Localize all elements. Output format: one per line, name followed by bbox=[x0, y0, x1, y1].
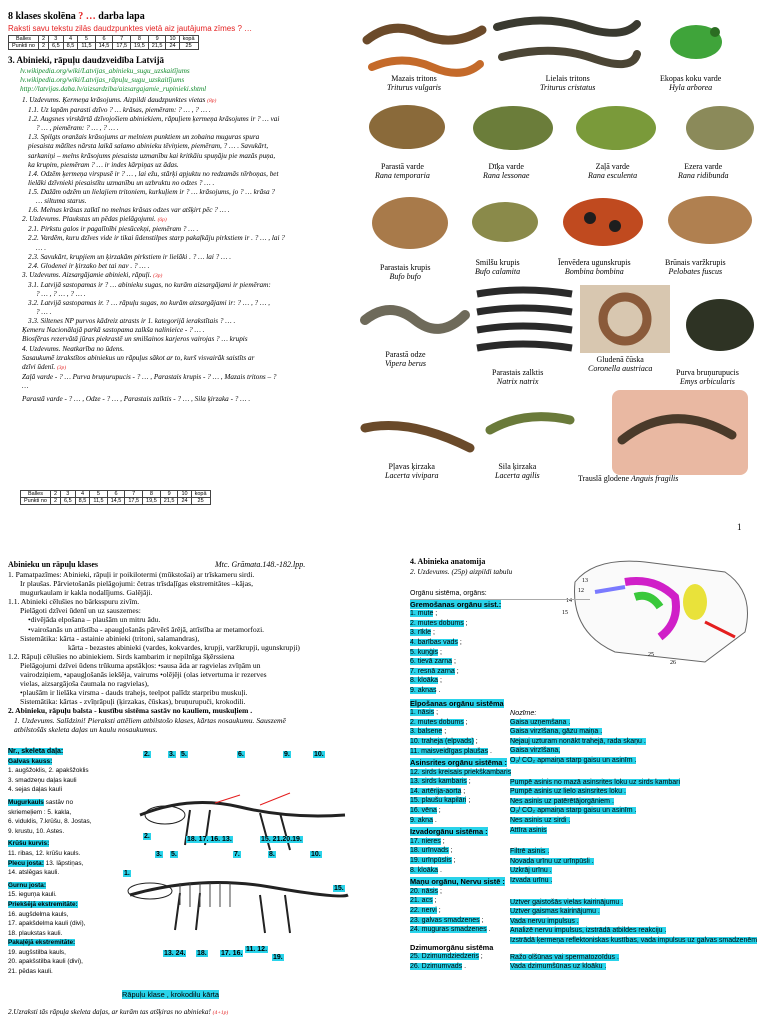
task-line: ? … . bbox=[36, 308, 52, 317]
legend-head: Krūšu kurvis: bbox=[8, 840, 50, 848]
task-line: Sasaukumē izrakstītos abiniekus un rāpuļus sākot ar to, kurš visvairāk saistīts ar bbox=[22, 353, 255, 362]
caption-smilsu-krupis: Smilšu krupis Bufo calamita bbox=[475, 258, 521, 276]
legend-head: Mugurkauls sastāv no bbox=[8, 798, 74, 806]
caption-plavas-kirzaka: Pļavas ķirzaka Lacerta vivipara bbox=[385, 462, 439, 480]
adder-photo bbox=[360, 290, 470, 345]
page-number: 1 bbox=[737, 522, 742, 532]
caption-parastais-krupis: Parastais krupis Bufo bufo bbox=[380, 263, 431, 281]
caption-ezera-varde: Ezera varde Rana ridibunda bbox=[678, 162, 729, 180]
notes-line: mugurkaulam ir kakla nodalījums. Galējāji. bbox=[20, 588, 153, 598]
task-line: dzīvi ūdenī. (3p) bbox=[22, 362, 67, 371]
caption-brunurupucis: Purva bruņurupucis Emys orbicularis bbox=[676, 368, 739, 386]
anatomy-title: 4. Abinieka anatomija bbox=[410, 557, 486, 566]
worksheet-title: 8 klases skolēna bbox=[8, 11, 76, 22]
task-line: 3.3. Siltenes NP purvos kādreiz atrasts ir 1. kategorijā ierakstītais ? … . bbox=[28, 317, 236, 326]
sand-lizard-photo bbox=[485, 390, 575, 460]
legend-head: Plecu josta: 13. lāpstiņas, bbox=[8, 859, 84, 867]
group-reproductive: Dzimumorgānu sistēma bbox=[410, 942, 494, 952]
notes-line: 1.1. Abinieki cēlušies no bārksspuru zivīm. bbox=[8, 597, 140, 607]
caption-parasta-odze: Parastā odze Vipera berus bbox=[385, 350, 426, 368]
caption-gludena-cuska: Gludenā čūska Coronella austriaca bbox=[588, 355, 653, 373]
task-line: 2.2. Vardēm, kuru dzīves vide ir tikai ūdenstilpes starp pakaļkāju pirkstiem ir . ? … , lai ? bbox=[28, 234, 285, 243]
group-digestive: Gremošanas orgānu sist.: bbox=[410, 599, 502, 609]
notes-line: •plaušām ir lielāka virsma - dauds trahejs, teelpot palīdz starpribu muskuļi. bbox=[20, 688, 248, 698]
edible-frog-photo bbox=[568, 96, 663, 158]
caption-ekopas-koku-varde: Ekopas koku varde Hyla arborea bbox=[660, 74, 722, 92]
score-table-bottom: Balles 2 3 4 5 6 7 8 9 10 kopā Punkti no 2 6,5 8,5 11,5 14,5 17,5 19,5 21,5 24 25 bbox=[20, 490, 211, 505]
caption-trausla-glodene: Trauslā glodene Anguis fragilis bbox=[578, 474, 679, 483]
notes-title: Abinieku un rāpuļu klases bbox=[8, 560, 99, 569]
notes-line: 1.2. Rāpuļi cēlušies no abiniekiem. Sirds kambarim ir nepilnīga šķērssiena bbox=[8, 651, 235, 661]
caption-parasta-varde: Parastā varde Rana temporaria bbox=[375, 162, 430, 180]
smooth-snake-photo bbox=[580, 285, 670, 353]
viviparous-lizard-photo bbox=[360, 388, 475, 463]
anatomy-header-right: Nozīme: bbox=[510, 708, 537, 717]
notes-line: kārta - bezastes abinieki (vardes, kokvardes, krupji, varžkrupji, ugunskrupji) bbox=[68, 642, 300, 652]
worksheet-instruction: Raksti savu tekstu zilās daudzpunktes vietā aiz jautājuma zīmes ? … bbox=[8, 24, 253, 33]
notes-line: •divējāda elpošana – plaušām un mitru ādu. bbox=[28, 615, 161, 625]
task-line: 2.1. Pirkstu galos ir pagalīnībi piesūcekņi, piemēram ? … . bbox=[28, 225, 199, 234]
task-line: piesaista mātītes nārsta laikā salamo abinieku tēviņiem, piemēram, ? … . Savukārt, bbox=[28, 142, 269, 151]
task-line: 1.4. Odzēm ķermeņa virspusē ir ? … , lai ežu, stārķi apjuktu no redzamās nīrboņas, bet bbox=[28, 169, 279, 178]
caption-parastais-zalktis: Parastais zalktis Natrix natrix bbox=[492, 368, 544, 386]
task-line: ? … , piemēram: ? … , ? … . bbox=[36, 124, 119, 133]
notes-line: Sistemātika: kārta - astainie abinieki (tritoni, salamandras), bbox=[20, 633, 200, 643]
caption-varzkrupis: Brūnais varžkrupis Pelobates fuscus bbox=[665, 258, 726, 276]
skeleton-drawing bbox=[120, 755, 352, 1005]
anatomy-right-column: Nozīme: Gaisa uzņemšana . Gaisa virzīšana, gāzu maiņa . Nejauj uzturam nonākt trahejā, rada skaņu . Gaisa virzīšana, O₂/ CO₂ apmaiņa starp gaisu un asinīm . Pumpē asinis no mazā asinsrites loku uz sirds kambari Pumpē asinis uz lielo asinsrites loku . Nes asinis uz patērētājorgāniem . O₂/ CO₂ apmaiņa starp gaisu un asinīm . Nes asinis uz sirdi . Attīra asinis Filtrē asinis . Novada urīnu uz urīnpūsli . Uzkrāj urīnu . Izvada urīnu . Uztver gaistošās vielas kairinājumu . Uztver gaismas kairinājumu . Vada nervu impulsus . Analizē nervu impulsus, izstrādā atbildes reakciju . Izstrādā ķermeņa reflektoniskas kustības, vada impulsus uz galvas smadzenēm Ražo olšūnas vai spermatozoīdus . Vada dzimumšūnas uz kloāku . bbox=[510, 708, 762, 972]
slow-worm-photo bbox=[612, 390, 748, 475]
task-line: 1. Uzdevums. Ķermeņa krāsojums. Aizpildi daudzpunktes vietas (8p) bbox=[22, 96, 217, 104]
skeleton-caption: Rāpuļu klase , krokodilu kārta bbox=[122, 990, 219, 999]
notes-line: •vairošanās un attīstība - apaugļošanās pārvērš ārējā, attīstība ar metamorfozi. bbox=[28, 624, 265, 634]
natterjack-photo bbox=[465, 190, 545, 252]
caption-zala-varde: Zaļā varde Rana esculenta bbox=[588, 162, 638, 180]
fire-bellied-toad-photo bbox=[555, 188, 650, 254]
legend-item: skriemeļiem : 5. kakla, bbox=[8, 808, 72, 816]
worksheet-title-suffix: darba lapa bbox=[98, 11, 145, 22]
link-2[interactable]: lv.wikipedia.org/wiki/Latvijas_rāpuļu_sugu_uzskaitījums bbox=[20, 76, 185, 84]
grass-snake-photo bbox=[472, 284, 577, 368]
task-line: 2. Uzdevums. Plaukstas un pēdas pielāgojumi. (6p) bbox=[22, 215, 167, 224]
anatomy-header-left: Orgānu sistēma, orgāns: bbox=[410, 589, 590, 600]
legend-item: 17. apakšdelma kauli (divi), bbox=[8, 920, 86, 928]
score-table-top bbox=[8, 35, 199, 50]
spadefoot-photo bbox=[660, 186, 760, 252]
caption-sila-kirzaka: Sila ķirzaka Lacerta agilis bbox=[495, 462, 540, 480]
task-line: Zaļā varde - ? … Purva bruņurupucis - ? … , Parastais krupis - ? … , Mazais tritons – ? bbox=[22, 372, 277, 381]
legend-item: 4. sejas daļas kauli bbox=[8, 786, 62, 794]
legend-item: 19. augšstilba kauls, bbox=[8, 948, 66, 956]
caption-mazais-tritons: Mazais tritons Triturus vulgaris bbox=[387, 74, 442, 92]
anatomy-task: 2. Uzdevums. (25p) aizpildi tabulu bbox=[410, 567, 513, 576]
legend-item: 3. smadzeņu daļas kauli bbox=[8, 776, 77, 784]
task-line: 3.2. Latvijā sastopamas ir. ? … rāpuļu sugas, no kurām aizsargājami ir: ? … , ? … , bbox=[28, 299, 270, 308]
legend-head: Priekšējā ekstremitāte: bbox=[8, 900, 78, 908]
legend-item: 11. ribas, 12. krūšu kauls. bbox=[8, 849, 81, 857]
group-excretory: Izvadorgānu sistēma : bbox=[410, 827, 488, 837]
legend-item: 14. atslēgas kauli. bbox=[8, 869, 60, 877]
group-respiratory: Elpošanas orgānu sistēma bbox=[410, 698, 504, 708]
caption-dika-varde: Dīķa varde Rana lessonae bbox=[483, 162, 530, 180]
legend-item: 6. viduklis, 7.krūšu, 8. Jostas, bbox=[8, 818, 92, 826]
legend-head: Pakaļējā ekstremitāte: bbox=[8, 939, 76, 947]
notes-line: Pielāgojumi dzīvei ūdens trūkuma apstākļos: •sausa āda ar ragvielas zvīņām un bbox=[20, 660, 261, 670]
task-line: 1.5. Dažām odzēm un lielajiem tritoniem, kurkuļiem ir ? … krāsojums, jo ? … krāsa ? bbox=[28, 187, 275, 196]
task-line: Parastā varde - ? … , Odze - ? … , Parastais zalktis - ? … , Sila ķirzaka - ? … . bbox=[22, 395, 251, 403]
notes-body bbox=[8, 570, 403, 734]
task-line: Ķemeru Nacionālajā parkā sastopama zalkša nalinieice - ? … . bbox=[22, 326, 205, 335]
task-line: lielāki dzīvnieki piesaistītu uzmanību un uzbruktu no odzes ? … . bbox=[28, 178, 215, 187]
task-line: … siltuma starus. bbox=[36, 197, 87, 206]
task-line: ka krupim, piemēram ? … ir indes kārpiņas uz ādas. bbox=[28, 160, 179, 169]
section3-heading: 3. Abinieki, rāpuļu daudzveidība Latvijā bbox=[8, 55, 165, 65]
task-line: Biosfēras rezervātā jūras piekrastē un smilšainos karjeros vairojas ? … krupis bbox=[22, 335, 248, 344]
task-line: 1.1. Uz lapām parasti dzīvo ? … krāsas, piemēram: ? … , ? … . bbox=[28, 106, 211, 115]
link-1[interactable]: lv.wikipedia.org/wiki/Latvijas_abinieku_sugu_uzskaitījums bbox=[20, 67, 190, 75]
task-line: 1.6. Melnas krāsas zalktī no melnas krāsas odzes var atšķirt pēc ? … . bbox=[28, 206, 230, 215]
skeleton-task: 2.Uzraksti tās rāpuļa skeleta daļas, ar kurām tas atšķiras no abinieka! (4+1p) bbox=[8, 1008, 229, 1016]
task-line: 1.2. Augsnes virskārtā dzīvojošiem abiniekiem, rāpuļiem ķermeņa krāsojums ir ? … vai bbox=[28, 115, 280, 124]
score-row-punkti: Punkti no 2 6,5 8,5 11,5 14,5 17,5 19,5 21,5 24 25 bbox=[9, 43, 199, 50]
pool-frog-photo bbox=[465, 96, 560, 158]
notes-source: Mtc. Grāmata.148.-182.lpp. bbox=[215, 560, 306, 569]
newt-photo bbox=[362, 12, 487, 82]
caption-ugunskrupis: Īenvēdera ugunskrupis Bombina bombina bbox=[558, 258, 631, 276]
crested-newt-photo bbox=[492, 12, 642, 72]
legend-item: 18. plaukstas kauli. bbox=[8, 929, 63, 937]
legend-head: Nr., skeleta daļa: bbox=[8, 748, 64, 755]
notes-line: vielas, aizsargājoša čaumala no ragvielas), bbox=[20, 679, 149, 689]
marsh-frog-photo bbox=[680, 96, 760, 158]
legend-item: 9. krustu, 10. Astes. bbox=[8, 827, 65, 835]
notes-line: vairodziņiem, •apaugļošanās iekšēja, vairums •olējēji (olas ietvertuma ir rezerves bbox=[20, 670, 267, 680]
notes-line: 1. Pamatpazīmes: Abinieki, rāpuļi ir poikilotermi (mūkstošai) ar trīskameru sirdi. bbox=[8, 570, 255, 579]
legend-item: 15. iegurņa kauli. bbox=[8, 891, 57, 899]
notes-line: Pielāgoti dzīvei ūdenī un uz sauszemes: bbox=[20, 606, 141, 616]
skeleton-legend bbox=[8, 747, 120, 977]
task-line: … bbox=[22, 381, 29, 390]
legend-item: 1. augšžoklis, 2. apakšžoklis bbox=[8, 767, 89, 775]
group-circulatory: Asinsrites orgānu sistēma : bbox=[410, 758, 507, 768]
legend-head: Gurnu josta: bbox=[8, 881, 46, 889]
notes-line: 2. Abinieku, rāpuļu balsta - kustību sistēma sastāv no kauliem, muskuļiem . bbox=[8, 706, 253, 716]
common-frog-photo bbox=[362, 95, 452, 157]
notes-line: atbilstošās skeleta daļas un kaulu nosaukumus. bbox=[14, 724, 158, 734]
caption-lielais-tritons: Lielais tritons Triturus cristatus bbox=[540, 74, 596, 92]
task-line: 3.1. Latvijā sastopamas ir ? … abinieku sugas, no kurām aizsargājami ir piemēram: bbox=[28, 280, 271, 289]
worksheet-lines bbox=[22, 96, 358, 404]
legend-item: 16. augšdelma kauls, bbox=[8, 910, 69, 918]
common-toad-photo bbox=[365, 185, 455, 257]
pond-turtle-photo bbox=[680, 285, 760, 365]
task-line: 2.3. Savukārt, krupjiem un ķirzakām pirkstiem ir lielāki . ? … lai ? … . bbox=[28, 252, 232, 261]
legend-head: Galvas kauss: bbox=[8, 757, 53, 765]
tree-frog-photo bbox=[660, 10, 730, 72]
score-row-balles: Balles 2 3 4 5 6 7 8 9 10 kopā bbox=[9, 36, 199, 43]
task-line: 4. Uzdevums. Neatkarība no ūdens. bbox=[22, 344, 125, 353]
group-nervous: Maņu orgānu, Nervu sistē : bbox=[410, 877, 505, 887]
task-line: 2.4. Glodenei ir ķirzako bet tai nav . ? … . bbox=[28, 261, 150, 270]
anatomy-left-column: Orgānu sistēma, orgāns: Gremošanas orgānu sist.: 1. mute ; 2. mutes dobums ; 3. rīkle ; 4. barības vads ; 5. kuņģis ; 6. tievā zarna ; 7. resnā zarna ; 8. kloāka ; 9. aknas . Elpošanas orgānu sistēma 1. nāsis ; 2. mutes dobums ; 3. balsene ; 10. traheja (elpvads) ; 11. maisveidīgas plaušas . Asinsrites orgānu sistēma : 12. sirds kreisais priekškambaris 13. sirds kambaris ; 14. artērija-aorta ; 15. plaušu kapilāri ; 16. vēna ; 9. akna . Izvadorgānu sistēma : 17. nieres ; 18. urīnvads ; 19. urīnpūslis ; 8. kloāka . Maņu orgānu, Nervu sistē : 20. nāsis ; 21. acs ; 22. nervi ; 23. galvas smadzenes ; 24. muguras smadzenes . Dzimumorgānu sistēma 25. Dzimumdziedzeris ; 26. Dzimumvads . bbox=[410, 589, 590, 972]
task-line: … . bbox=[36, 243, 46, 252]
notes-line: Sistemātika: kārtas - zvīņrāpuļi (ķirzakas, čūskas), bruņurupuči, krokodili. bbox=[20, 697, 246, 707]
task-line: 3. Uzdevums. Aizsargājamie abinieki, rāpuļi. (3p) bbox=[22, 270, 163, 279]
notes-line: Ir plaušas. Pārvietošanās pielāgojumi: četras trīsdaļīgas ekstremitātes –kājas, bbox=[20, 579, 254, 589]
legend-item: 20. apakšstilba kauli (divi), bbox=[8, 958, 83, 966]
task-line: sarkaniņi – melns krāsojums piesaista uzmanību kai kritkāiu spuņāju pie mazās puņa, bbox=[28, 151, 276, 160]
link-3[interactable]: http://latvijas.daba.lv/aizsardziba/aizsargajamie_rupinieki.shtml bbox=[20, 85, 207, 93]
task-line: ? … , ? … , ? … . bbox=[36, 289, 86, 298]
task-line: 1.3. Spilgts oranžais krāsojums ar melniem punktiem un zobaina muguras spura bbox=[28, 133, 260, 142]
legend-item: 21. pēdas kauli. bbox=[8, 968, 53, 976]
notes-line: 1. Uzdevums. Salīdzini! Pieraksti attēliem atbilstošo klases, kārtas nosaukumu. Sauszemē bbox=[14, 715, 286, 725]
